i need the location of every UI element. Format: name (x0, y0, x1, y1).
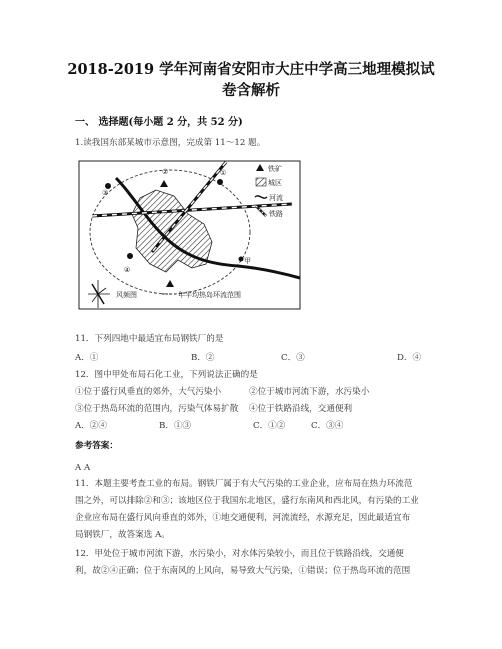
wind-rose (88, 280, 110, 308)
q12-option-d: C．③④ (311, 421, 344, 431)
point-jia (239, 257, 244, 262)
q11-option-c: C．③ (281, 353, 305, 363)
q12-statement-4: ④位于铁路沿线，交通便利 (249, 404, 353, 414)
explanation-line-3: 企业应布局在盛行风向垂直的郊外，①地交通便利，河流流经，水源充足，因此最适宜布 (75, 513, 411, 523)
q11-option-a: A．① (75, 353, 99, 363)
location-marker-4 (127, 253, 133, 259)
q11-option-b: B．② (191, 353, 215, 363)
city-map-figure (78, 160, 301, 310)
legend-iron-mine-icon (256, 164, 264, 171)
q12-statement-3: ③位于热岛环流的范围内，污染气体易扩散 (75, 404, 239, 414)
q12-statement-1: ①位于盛行风垂直的郊外，大气污染小 (75, 387, 222, 397)
explanation-line-2: 围之外，可以排除②和③；该地区位于我国东北地区，盛行东南风和西北风，有污染的工业 (75, 496, 419, 506)
legend-city-swatch (256, 178, 266, 186)
legend-city-label: 城区 (268, 179, 282, 187)
document-title-line-1: 2018-2019 学年河南省安阳市大庄中学高三地理模拟试 (67, 61, 435, 78)
section-heading: 一、 选择题(每小题 2 分，共 52 分) (75, 117, 243, 128)
explanation-line-1: 11．本题主要考查工业的布局。钢铁厂属于有大气污染的工业企业，应布局在热力环流范 (75, 479, 413, 489)
explanation-line-5: 12．甲处位于城市河流下游，水污染小，对水体污染较小，而且位于铁路沿线，交通便 (75, 549, 404, 559)
q12-option-b: B．①③ (159, 421, 192, 431)
marker-label-2: ② (162, 168, 169, 176)
question-12-stem: 12．图中甲处布局石化工业，下列说法正确的是 (75, 370, 258, 380)
question-11-stem: 11．下列四地中最适宜布局钢铁厂的是 (75, 334, 224, 344)
q12-statement-2: ②位于城市河流下游，水污染小 (249, 387, 370, 397)
answer-key: A A (75, 463, 91, 473)
iron-mine-icon (160, 180, 168, 187)
iron-mine-icon (166, 280, 174, 287)
legend-iron-mine-label: 铁矿 (268, 165, 282, 173)
map-legend (255, 164, 283, 218)
q12-option-c: C．①② (253, 421, 286, 431)
marker-label-1: ① (220, 169, 227, 177)
legend-river-label: 河流 (269, 194, 283, 202)
wind-rose-label: 风频图 (116, 291, 137, 299)
question-intro: 1.读我国东部某城市示意图，完成第 11～12 题。 (75, 138, 266, 148)
document-title-line-2: 卷含解析 (222, 82, 280, 99)
location-marker-1 (217, 179, 223, 185)
explanation-line-6: 利，故②④正确；位于东南风的上风向，易导致大气污染，①错误；位于热岛环流的范围 (75, 566, 411, 576)
point-jia-label: 甲 (244, 257, 251, 265)
legend-railway-label: 铁路 (269, 210, 283, 218)
q11-option-d: D．④ (397, 353, 422, 363)
answer-heading: 参考答案： (75, 441, 118, 451)
legend-river-icon (255, 196, 267, 198)
heat-island-legend-label: 年平均热岛环流范围 (178, 291, 241, 299)
marker-label-4: ④ (124, 266, 131, 274)
explanation-line-4: 局钢铁厂，故答案选 A。 (75, 530, 170, 540)
marker-label-3: ③ (102, 189, 109, 197)
city-map (78, 160, 301, 310)
q12-option-a: A．②④ (75, 421, 107, 431)
